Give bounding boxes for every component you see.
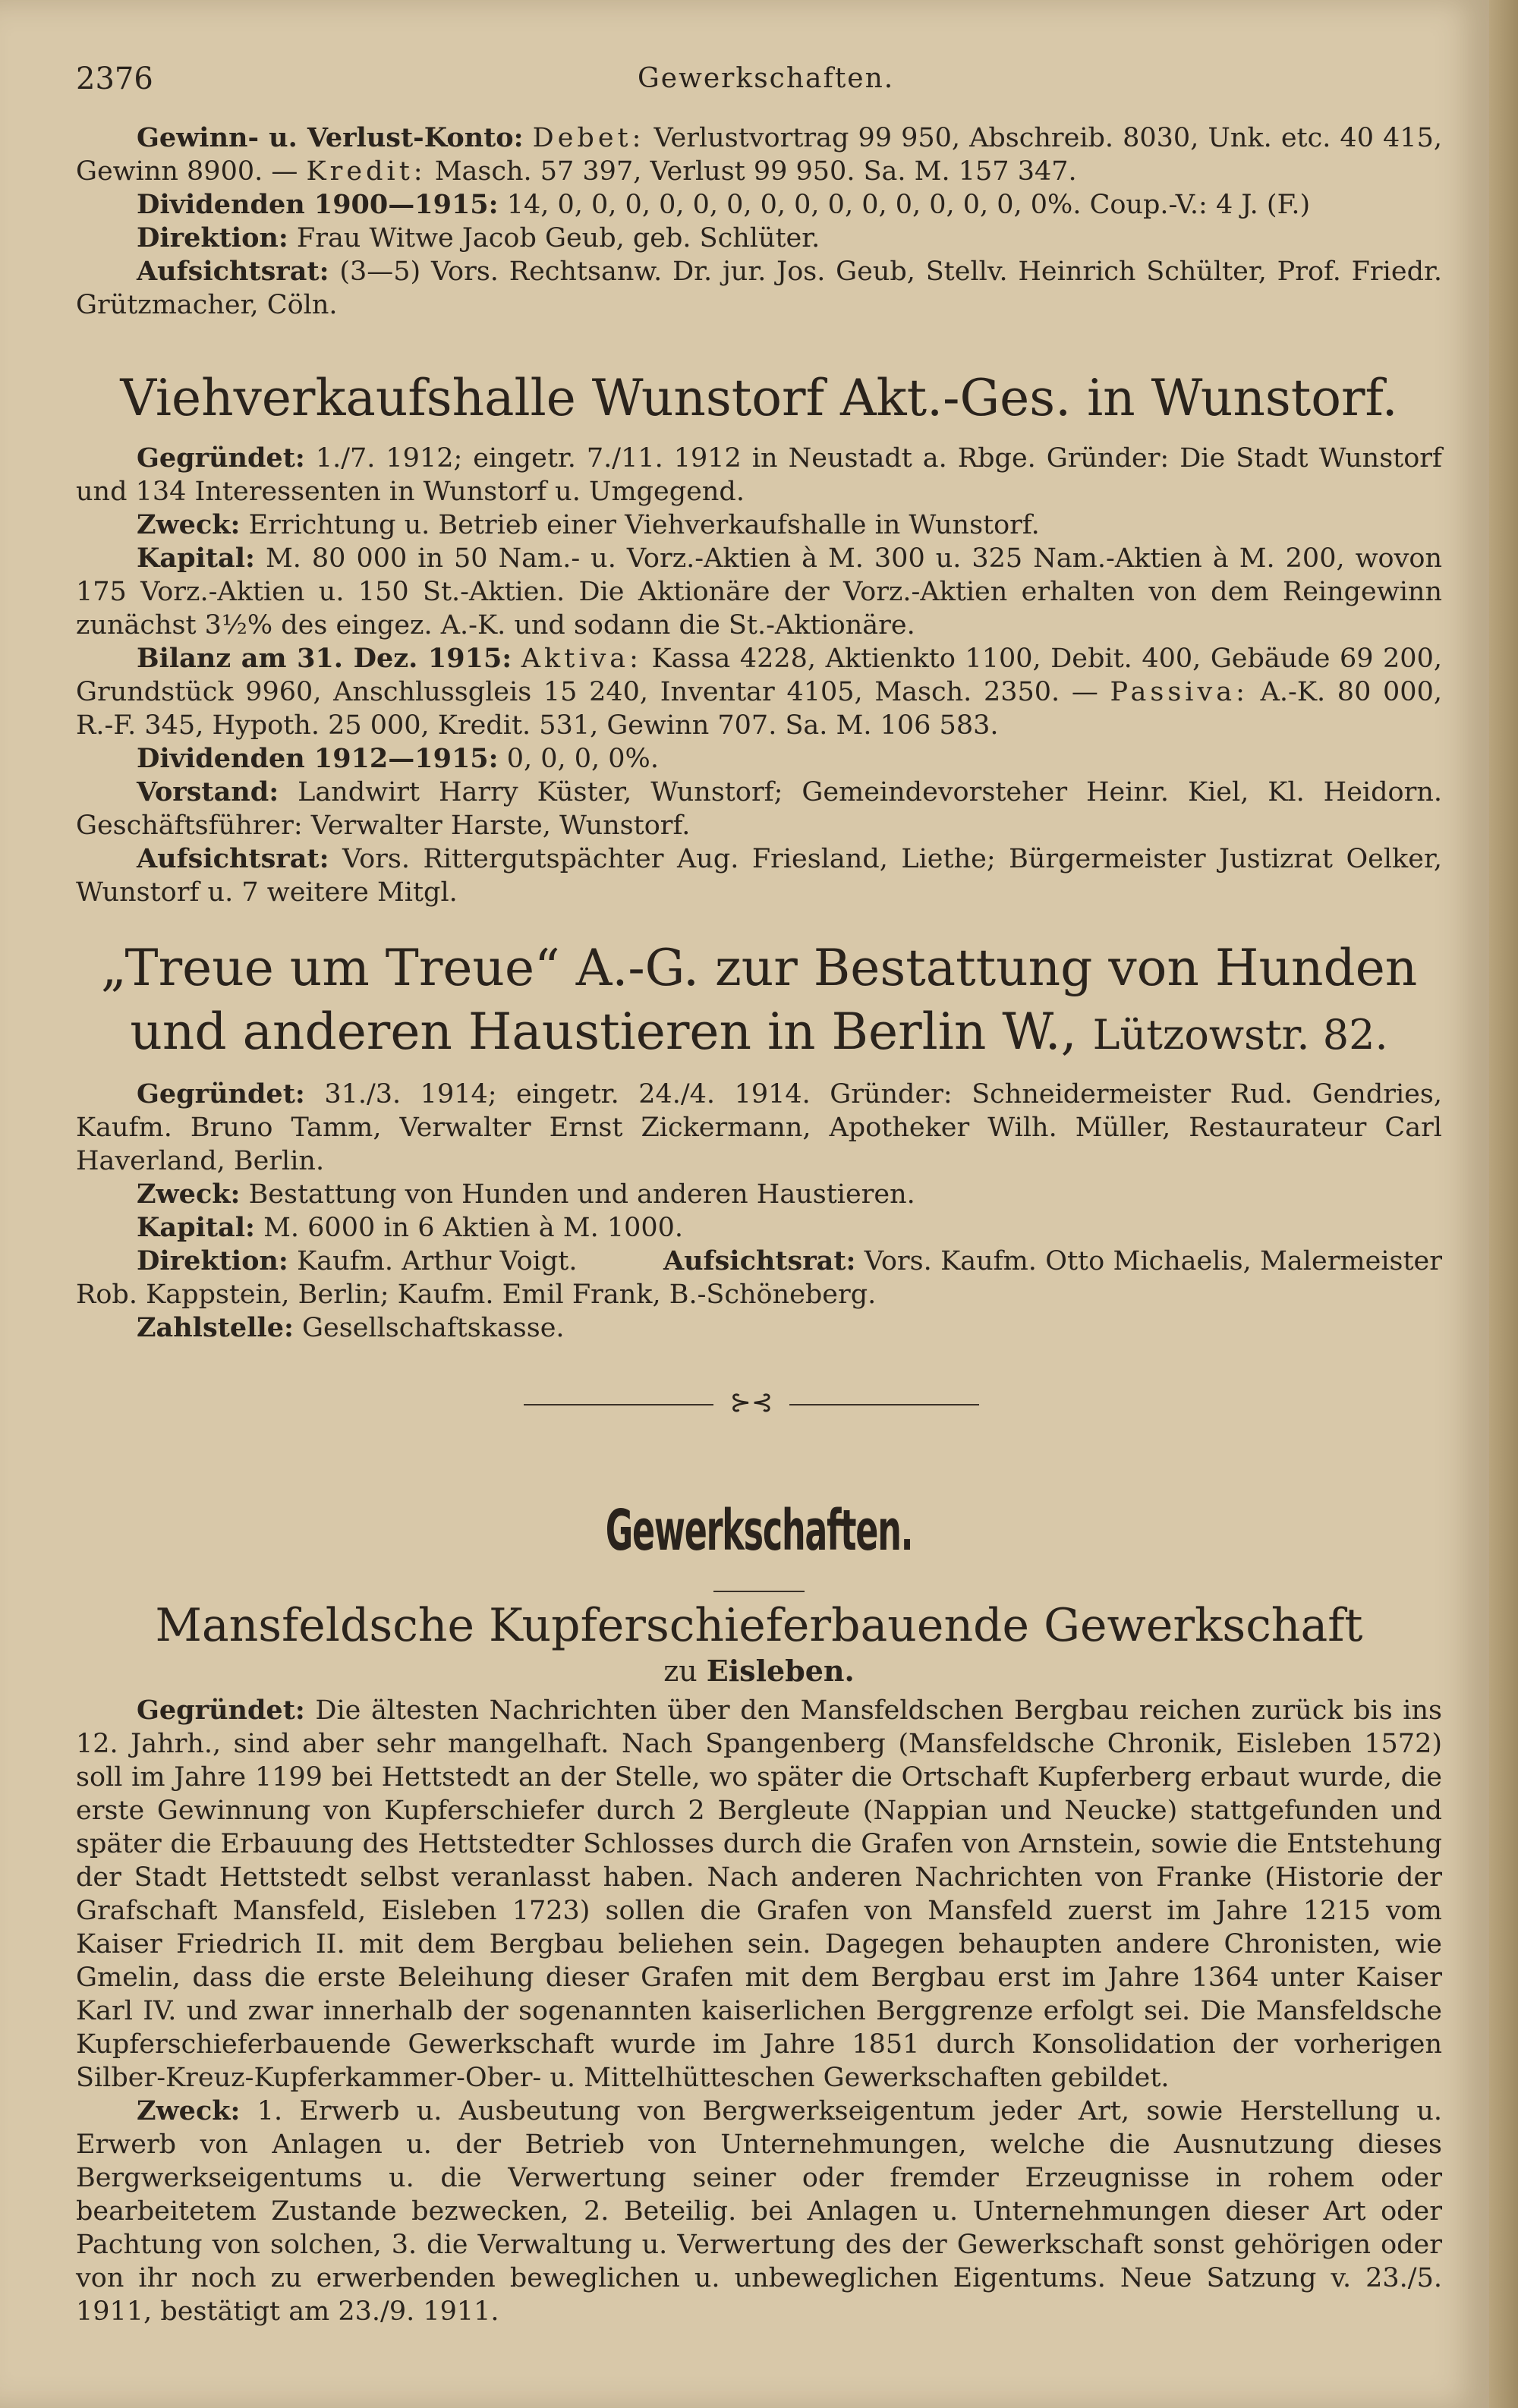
c1-bilanz-text-a: Kassa 4228, Aktienkto 1100, Debit. 400, Gebäude 69 200, Grundstück 9960, Anschlussgleis 15 240, Inventar 4105, Masch. 2350. — <box>76 644 1442 707</box>
c3-gegruendet-label: Gegründet: <box>137 1695 305 1726</box>
c2-kapital-text: M. 6000 in 6 Aktien à M. 1000. <box>263 1213 684 1243</box>
c2-direktion-label: Direktion: <box>137 1245 288 1276</box>
c3-zweck-text: 1. Erwerb u. Ausbeutung von Bergwerkseigentum jeder Art, sowie Herstellung u. Erwerb von Anlagen u. der Betrieb von Unternehmungen, welche die Ausnutzung dieses Bergwerkseigentums u. die Verwertung seiner oder fremder Erzeugnisse in rohem oder bearbeitetem Zustande bezwecken, 2. Beteilig. bei Anlagen u. Unternehmungen dieser Art oder Pachtung von solchen, 3. die Verwaltung u. Verwertung des der Gewerkschaft sonst gehörigen oder von ihr noch zu erwerbenden beweglichen u. unbeweglichen Eigentums. Neue Satzung v. 23./5. 1911, bestätigt am 23./9. 1911. <box>76 2096 1442 2327</box>
prev-dividend-text: 14, 0, 0, 0, 0, 0, 0, 0, 0, 0, 0, 0, 0, 0, 0, 0%. Coup.-V.: 4 J. (F.) <box>506 190 1311 220</box>
divider-ornament-icon: ⊱⊰ <box>713 1386 789 1419</box>
c1-vorstand-label: Vorstand: <box>137 776 279 807</box>
prev-direktion-paragraph <box>76 222 1442 255</box>
c1-bilanz-text-b: A.-K. 80 000, R.-F. 345, Hypoth. 25 000, Kredit. 531, Gewinn 707. Sa. M. 106 583. <box>76 677 1442 741</box>
c2-zahlstelle-label: Zahlstelle: <box>137 1312 294 1343</box>
c1-kapital <box>76 542 1442 642</box>
c1-gegruendet-text: 1./7. 1912; eingetr. 7./11. 1912 in Neustadt a. Rbge. Gründer: Die Stadt Wunstorf und 134 Interessenten in Wunstorf u. Umgegend. <box>76 443 1442 507</box>
c2-zweck-label: Zweck: <box>137 1179 241 1210</box>
c1-vorstand <box>76 776 1442 842</box>
c1-kapital-text: M. 80 000 in 50 Nam.- u. Vorz.-Aktien à M. 300 u. 325 Nam.-Aktien à M. 200, wovon 175 Vorz.-Aktien u. 150 St.-Aktien. Die Aktionäre der Vorz.-Aktien erhalten von dem Reingewinn zunächst 3½% des eingez. A.-K. und sodann die St.-Aktionäre. <box>76 543 1442 641</box>
c3-gegruendet-text: Die ältesten Nachrichten über den Mansfeldschen Bergbau reichen zurück bis ins 12. Jahrh., sind aber sehr mangelhaft. Nach Spangenberg (Mansfeldsche Chronik, Eisleben 1572) soll im Jahre 1199 bei Hettstedt an der Stelle, wo später die Ortschaft Kupferberg erbaut wurde, die erste Gewinnung von Kupferschiefer durch 2 Bergleute (Nappian und Neucke) stattgefunden und später die Erbauung des Hettstedter Schlosses durch die Grafen von Arnstein, sowie die Entstehung der Stadt Hettstedt selbst veranlasst haben. Nach anderen Nachrichten von Franke (Historie der Grafschaft Mansfeld, Eisleben 1723) sollen die Grafen von Mansfeld zuerst im Jahre 1215 vom Kaiser Friedrich II. mit dem Bergbau beliehen sein. Dagegen behaupten andere Chronisten, wie Gmelin, dass die erste Beleihung dieser Grafen mit dem Bergbau erst im Jahre 1364 unter Kaiser Karl IV. und zwar innerhalb der sogenannten kaiserlichen Berggrenze erfolgt sei. Die Mansfeldsche Kupferschieferbauende Gewerkschaft wurde im Jahre 1851 durch Konsolidation der vorherigen Silber-Kreuz-Kupferkammer-Ober- u. Mittelhütteschen Gewerkschaften gebildet. <box>76 1695 1442 2093</box>
c1-dividenden <box>76 742 1442 776</box>
prev-aufsichtsrat-paragraph <box>76 255 1442 322</box>
c1-kapital-label: Kapital: <box>137 543 255 574</box>
prev-dividend-label: Dividenden 1900—1915: <box>137 189 499 220</box>
prev-gv-text-b: Masch. 57 397, Verlust 99 950. Sa. M. 157 347. <box>434 156 1077 187</box>
c2-title-b: Lützowstr. 82. <box>1092 1011 1388 1059</box>
prev-debet-label: Debet: <box>532 123 645 153</box>
c2-gegruendet-text: 31./3. 1914; eingetr. 24./4. 1914. Gründer: Schneidermeister Rud. Gendries, Kaufm. Bruno Tamm, Verwalter Ernst Zickermann, Apotheker Wilh. Müller, Restaurateur Carl Haverland, Berlin. <box>76 1079 1442 1176</box>
section-rule <box>713 1591 805 1592</box>
c2-gegruendet <box>76 1078 1442 1178</box>
c1-aufsichtsrat-label: Aufsichtsrat: <box>137 843 329 874</box>
c2-title-a: „Treue um Treue“ A.-G. zur Bestattung von Hunden und anderen Haustieren in Berlin W., <box>100 939 1418 1061</box>
prev-gv-paragraph <box>76 121 1442 188</box>
c3-zweck-label: Zweck: <box>137 2095 241 2126</box>
c1-aufsichtsrat <box>76 842 1442 909</box>
c2-zweck <box>76 1178 1442 1211</box>
document-body <box>76 53 1442 2328</box>
c3-zweck <box>76 2095 1442 2328</box>
c2-kapital-label: Kapital: <box>137 1212 255 1243</box>
section-divider <box>76 1375 1442 1436</box>
c1-zweck <box>76 508 1442 542</box>
c1-gegruendet <box>76 442 1442 508</box>
c1-bilanz-label: Bilanz am 31. Dez. 1915: <box>137 643 512 674</box>
prev-gv-label: Gewinn- u. Verlust-Konto: <box>137 122 524 153</box>
c2-zahlstelle <box>76 1311 1442 1345</box>
page-header <box>76 53 1442 121</box>
prev-direktion-text: Frau Witwe Jacob Geub, geb. Schlüter. <box>296 223 820 253</box>
page-number: 2376 <box>76 61 153 96</box>
company-title-mansfeldsche: Mansfeldsche Kupferschieferbauende Gewerkschaft <box>155 1599 1363 1652</box>
c2-zahlstelle-text: Gesellschaftskasse. <box>302 1313 565 1343</box>
c2-direktion-aufsichtsrat <box>76 1245 1442 1311</box>
c2-gegruendet-label: Gegründet: <box>137 1078 305 1110</box>
c1-bilanz <box>76 642 1442 742</box>
c1-zweck-text: Errichtung u. Betrieb einer Viehverkaufshalle in Wunstorf. <box>248 510 1040 540</box>
c2-zweck-text: Bestattung von Hunden und anderen Haustieren. <box>248 1179 915 1210</box>
c1-aktiva-label: Aktiva: <box>521 644 642 674</box>
c2-aufsichtsrat-text: Vors. Kaufm. Otto Michaelis, Malermeister Rob. Kappstein, Berlin; Kaufm. Emil Frank, B.-Schöneberg. <box>76 1246 1442 1310</box>
c2-direktion-text: Kaufm. Arthur Voigt. <box>297 1246 578 1276</box>
c1-vorstand-text: Landwirt Harry Küster, Wunstorf; Gemeindevorsteher Heinr. Kiel, Kl. Heidorn. Geschäftsführer: Verwalter Harste, Wunstorf. <box>76 777 1442 841</box>
company-title-viehverkaufshalle: Viehverkaufshalle Wunstorf Akt.-Ges. in Wunstorf. <box>120 369 1398 427</box>
prev-aufsichtsrat-label: Aufsichtsrat: <box>137 256 329 287</box>
c3-location-city: Eisleben. <box>706 1654 855 1688</box>
c1-gegruendet-label: Gegründet: <box>137 442 305 474</box>
c3-gegruendet <box>76 1694 1442 2095</box>
c3-location <box>76 1654 1442 1688</box>
c3-location-prefix: zu <box>663 1654 698 1688</box>
c1-zweck-label: Zweck: <box>137 509 241 540</box>
prev-aufsichtsrat-text: (3—5) Vors. Rechtsanw. Dr. jur. Jos. Geub, Stellv. Heinrich Schülter, Prof. Friedr. Grützmacher, Cöln. <box>76 257 1442 320</box>
prev-dividend-paragraph <box>76 188 1442 222</box>
c1-passiva-label: Passiva: <box>1110 677 1249 707</box>
c2-kapital <box>76 1211 1442 1245</box>
c1-aufsichtsrat-text: Vors. Rittergutspächter Aug. Friesland, Liethe; Bürgermeister Justizrat Oelker, Wunstorf u. 7 weitere Mitgl. <box>76 844 1442 908</box>
c1-dividenden-label: Dividenden 1912—1915: <box>137 743 499 774</box>
running-title: Gewerkschaften. <box>638 63 895 94</box>
prev-kredit-label: Kredit: <box>306 156 427 187</box>
company-title-treue-um-treue <box>76 936 1442 1067</box>
c2-aufsichtsrat-label: Aufsichtsrat: <box>663 1245 856 1276</box>
prev-direktion-label: Direktion: <box>137 222 288 253</box>
c1-dividenden-text: 0, 0, 0, 0%. <box>506 744 659 774</box>
prev-gv-text-a: Verlustvortrag 99 950, Abschreib. 8030, Unk. etc. 40 415, Gewinn 8900. — <box>76 123 1442 187</box>
page-edge <box>1489 0 1518 2408</box>
section-title: Gewerkschaften. <box>605 1498 913 1563</box>
